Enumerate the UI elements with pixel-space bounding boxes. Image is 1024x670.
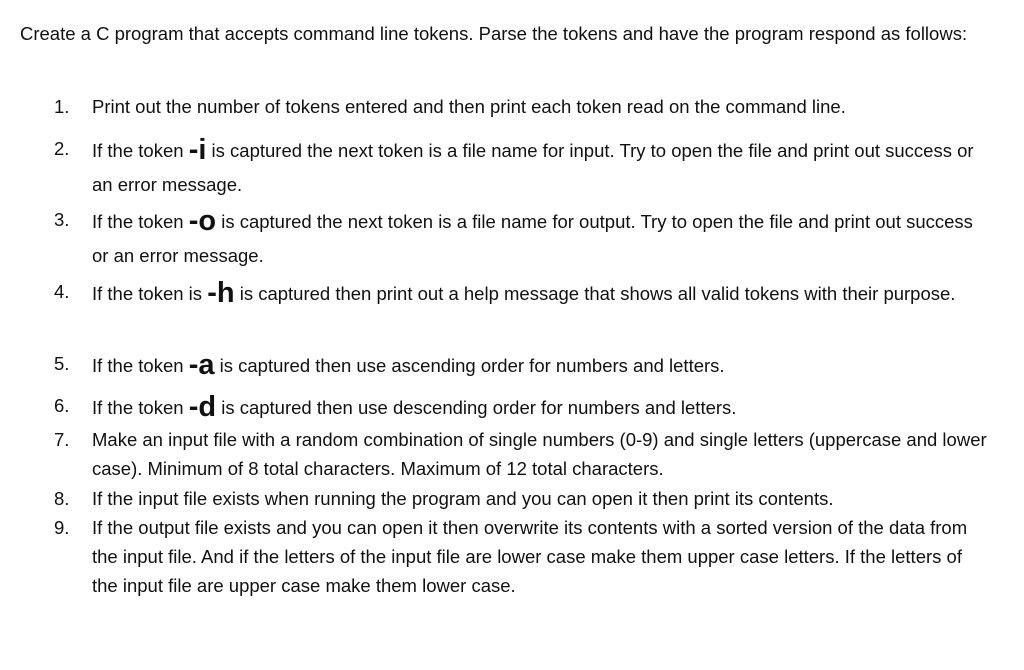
list-text-after: is captured the next token is a file name for input. Try to open the file and print out success or an error message. <box>92 140 974 195</box>
list-text-before: If the token <box>92 397 189 418</box>
list-text <box>92 391 992 425</box>
list-number: 4. <box>54 281 70 302</box>
list-text <box>92 277 992 311</box>
list-number: 1. <box>54 96 70 117</box>
list-text: Make an input file with a random combination of single numbers (0-9) and single letters (uppercase and lower case). Minimum of 8 total characters. Maximum of 12 total characters. <box>92 429 987 479</box>
list-text <box>92 134 992 202</box>
list-text-after: is captured then print out a help message that shows all valid tokens with their purpose. <box>234 283 956 304</box>
token-flag: -d <box>188 391 217 423</box>
list-number: 5. <box>54 353 70 374</box>
list-number: 9. <box>54 517 70 538</box>
list-text-after: is captured the next token is a file name for output. Try to open the file and print out success or an error message. <box>92 211 973 266</box>
list-text-before: If the token <box>92 140 189 161</box>
list-number: 3. <box>54 209 70 230</box>
list-number: 8. <box>54 488 70 509</box>
token-flag: -h <box>207 277 235 309</box>
list-text: If the input file exists when running the program and you can open it then print its contents. <box>92 488 834 509</box>
list-text <box>92 349 992 383</box>
list-text <box>92 205 992 273</box>
intro-paragraph: Create a C program that accepts command line tokens. Parse the tokens and have the program respond as follows: <box>20 23 968 44</box>
list-text-after: is captured then use ascending order for numbers and letters. <box>214 355 725 376</box>
list-text-before: If the token <box>92 355 189 376</box>
token-flag: -o <box>188 205 217 237</box>
list-number: 6. <box>54 395 70 416</box>
list-text: Print out the number of tokens entered and then print each token read on the command line. <box>92 96 846 117</box>
list-number: 7. <box>54 429 70 450</box>
list-text-before: If the token <box>92 211 189 232</box>
token-flag: -a <box>188 349 215 381</box>
list-text: If the output file exists and you can open it then overwrite its contents with a sorted version of the data from the input file. And if the letters of the input file are lower case make them upper case letters. If the letters of the input file are upper case make them lower case. <box>92 517 968 596</box>
token-flag: -i <box>188 134 207 166</box>
list-text-before: If the token is <box>92 283 208 304</box>
list-text-after: is captured then use descending order for numbers and letters. <box>216 397 737 418</box>
list-number: 2. <box>54 138 70 159</box>
